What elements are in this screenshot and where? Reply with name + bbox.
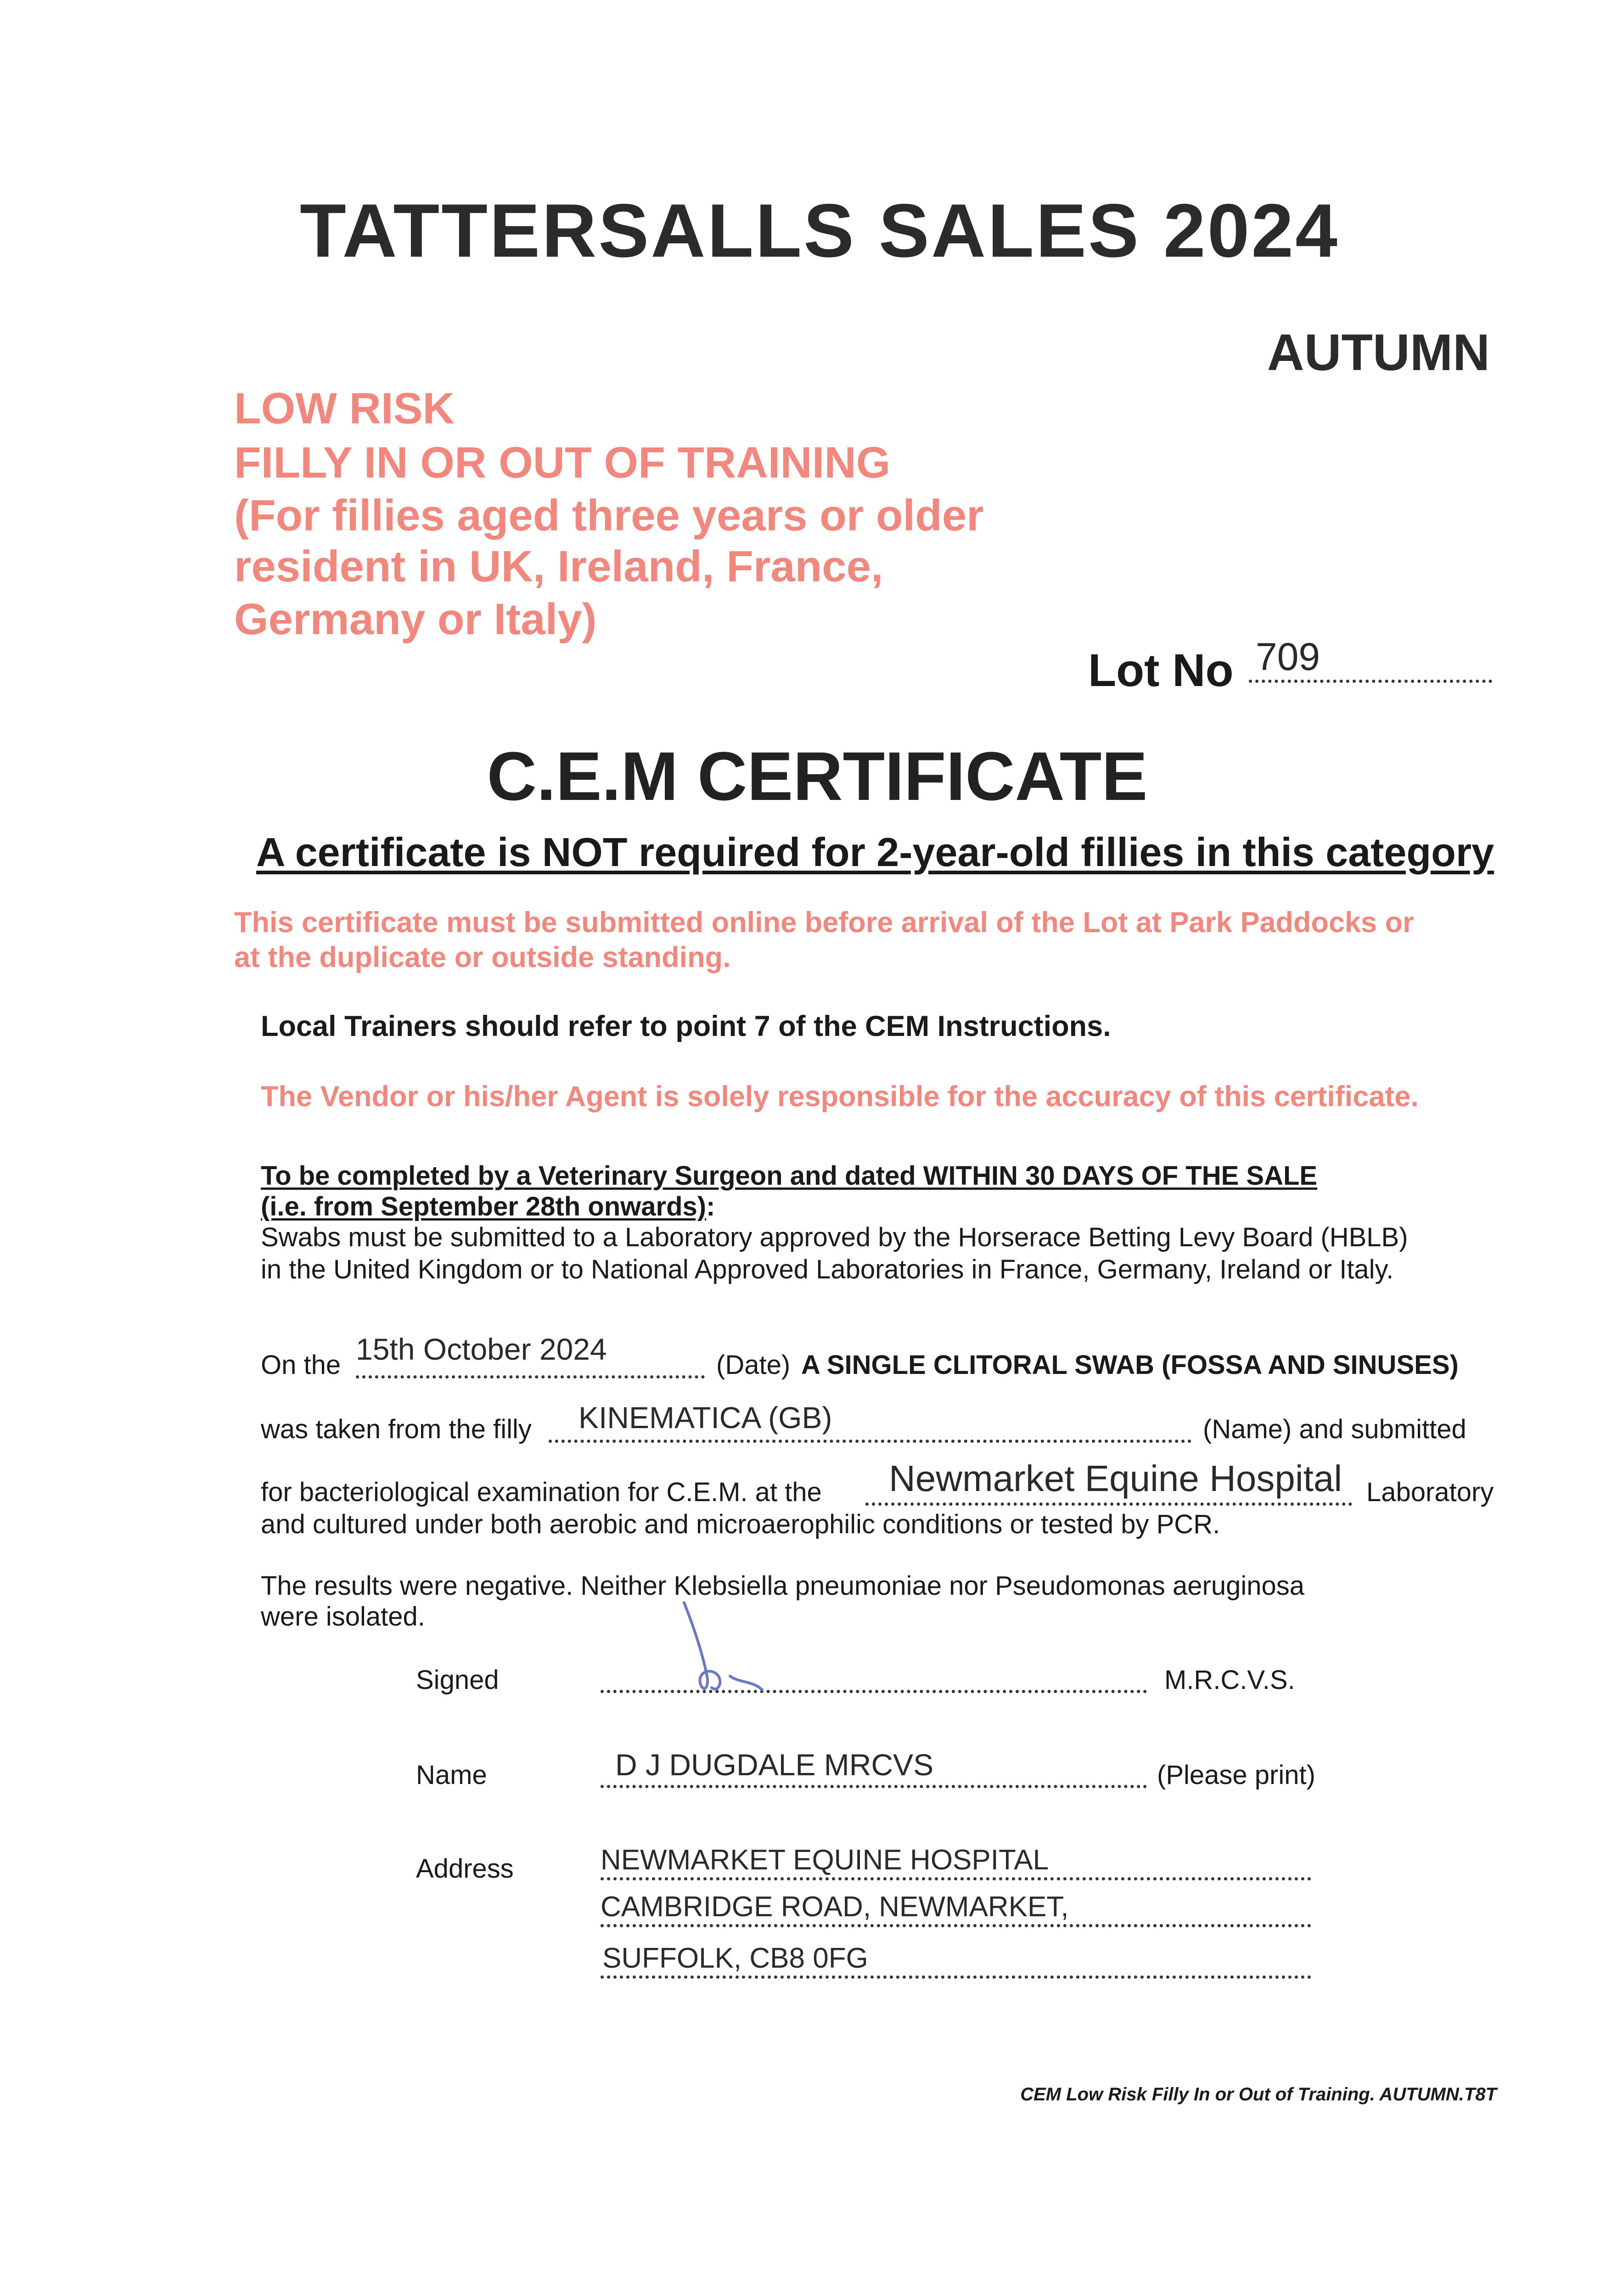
swab-description: A SINGLE CLITORAL SWAB (FOSSA AND SINUSES) — [801, 1350, 1459, 1380]
category-line: resident in UK, Ireland, France, — [234, 542, 883, 591]
completion-heading: To be completed by a Veterinary Surgeon and dated WITHIN 30 DAYS OF THE SALE — [261, 1161, 1318, 1191]
colon: : — [706, 1192, 715, 1221]
results-text: The results were negative. Neither Klebsiella pneumoniae nor Pseudomonas aeruginosa — [261, 1571, 1305, 1601]
document-title: TATTERSALLS SALES 2024 — [300, 188, 1339, 273]
form-reference: CEM Low Risk Filly In or Out of Training. AUTUMN.T8T — [1020, 2084, 1497, 2105]
swabs-text: in the United Kingdom or to National Approved Laboratories in France, Germany, Ireland or Italy. — [261, 1255, 1394, 1284]
certificate-notice: A certificate is NOT required for 2-year-old fillies in this category — [256, 829, 1494, 875]
on-the-label: On the — [261, 1350, 341, 1380]
name-field-label: Name — [416, 1760, 487, 1790]
cultured-text: and cultured under both aerobic and microaerophilic conditions or tested by PCR. — [261, 1509, 1220, 1539]
submit-text: This certificate must be submitted online before arrival of the Lot at Park Paddocks or — [234, 906, 1414, 939]
category-line: Germany or Italy) — [234, 595, 597, 644]
completion-window: (i.e. from September 28th onwards) — [261, 1192, 707, 1221]
signed-label: Signed — [416, 1665, 499, 1695]
swabs-text: Swabs must be submitted to a Laboratory approved by the Horserace Betting Levy Board (HBLB) — [261, 1222, 1408, 1252]
name-label: (Name) and submitted — [1203, 1414, 1466, 1444]
name-dots — [601, 1785, 1147, 1788]
laboratory-label: Laboratory — [1366, 1477, 1494, 1507]
sale-season: AUTUMN — [1267, 324, 1490, 381]
category-line: (For fillies aged three years or older — [234, 491, 984, 540]
lot-label: Lot No — [1088, 645, 1234, 696]
exam-text: for bacteriological examination for C.E.M. at the — [261, 1477, 822, 1507]
date-label: (Date) — [716, 1350, 791, 1380]
address-dots — [601, 1877, 1311, 1880]
category-line: LOW RISK — [234, 384, 455, 433]
filly-name-field[interactable]: KINEMATICA (GB) — [578, 1401, 832, 1435]
lot-dots — [1249, 680, 1492, 683]
date-dots — [356, 1375, 705, 1379]
laboratory-field[interactable]: Newmarket Equine Hospital — [889, 1458, 1342, 1499]
submit-text: at the duplicate or outside standing. — [234, 941, 731, 974]
address-dots — [601, 1975, 1311, 1979]
signature-image — [675, 1598, 794, 1704]
address-dots — [601, 1924, 1311, 1927]
filly-dots — [549, 1440, 1191, 1443]
address-line[interactable]: CAMBRIDGE ROAD, NEWMARKET, — [601, 1891, 1069, 1923]
local-trainers-note: Local Trainers should refer to point 7 of the CEM Instructions. — [261, 1010, 1111, 1042]
date-field[interactable]: 15th October 2024 — [356, 1332, 607, 1366]
lab-dots — [865, 1503, 1352, 1506]
lot-number[interactable]: 709 — [1256, 635, 1320, 678]
address-label: Address — [416, 1854, 514, 1884]
vet-name-field[interactable]: D J DUGDALE MRCVS — [615, 1748, 934, 1782]
taken-from-label: was taken from the filly — [261, 1414, 532, 1444]
vendor-note: The Vendor or his/her Agent is solely responsible for the accuracy of this certificate. — [261, 1080, 1419, 1113]
mrcvs-label: M.R.C.V.S. — [1164, 1665, 1295, 1695]
address-line[interactable]: NEWMARKET EQUINE HOSPITAL — [601, 1844, 1049, 1876]
please-print-label: (Please print) — [1157, 1760, 1315, 1790]
certificate-title: C.E.M CERTIFICATE — [487, 737, 1148, 815]
address-line[interactable]: SUFFOLK, CB8 0FG — [602, 1942, 868, 1974]
results-text: were isolated. — [261, 1602, 425, 1632]
category-line: FILLY IN OR OUT OF TRAINING — [234, 438, 891, 487]
